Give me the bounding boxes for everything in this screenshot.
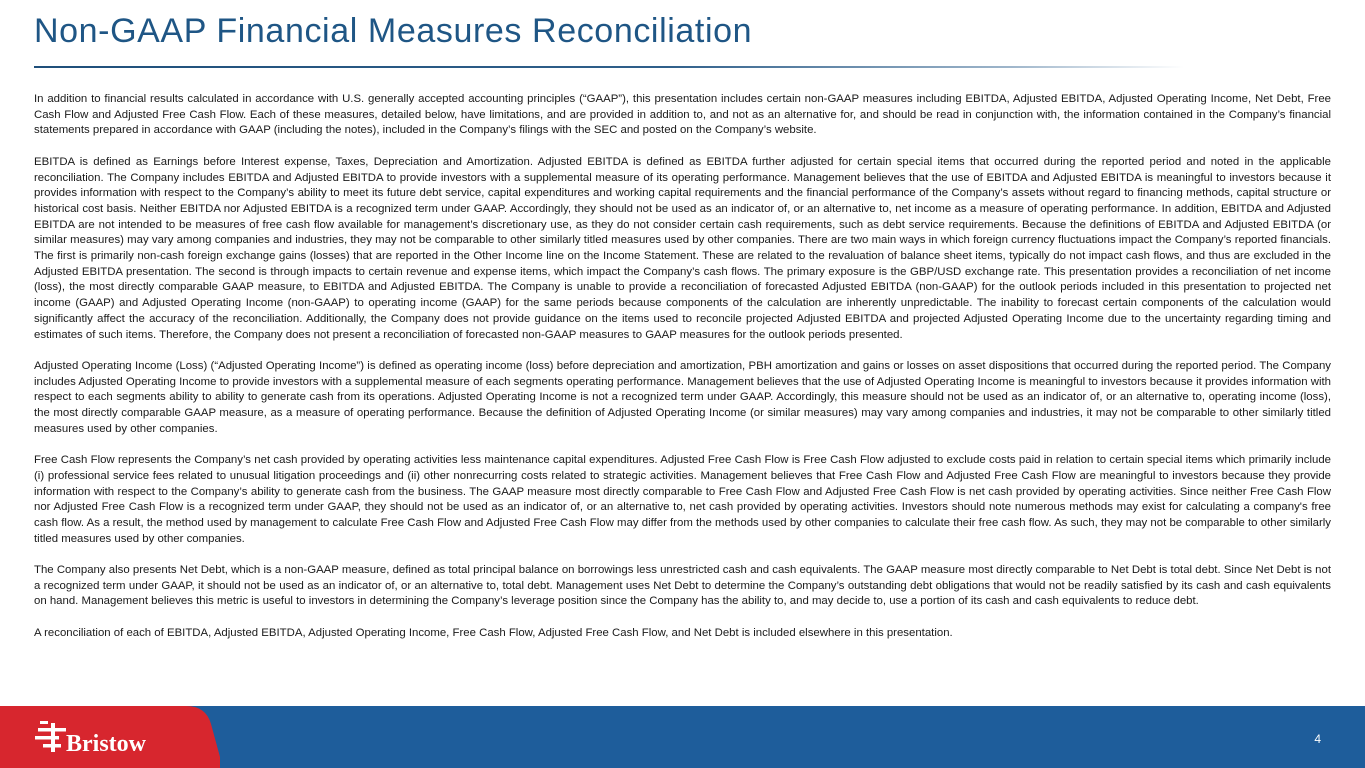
bristow-wordmark: Bristow bbox=[66, 731, 146, 757]
paragraph-reconciliation-note: A reconciliation of each of EBITDA, Adjusted EBITDA, Adjusted Operating Income, Free Cash Flow, Adjusted Free Cash Flow, and Net Debt is included elsewhere in this presentation. bbox=[34, 626, 953, 639]
page-number: 4 bbox=[1314, 732, 1321, 746]
paragraph-net-debt: The Company also presents Net Debt, which is a non-GAAP measure, defined as total principal balance on borrowings less unrestricted cash and cash equivalents. The GAAP measure most directly comparable to Net Debt is total debt. Since Net Debt is not a recognized term under GAAP, it should not be used as an indicator of, or an alternative to, total debt. Management uses Net Debt to determine the Company’s outstanding debt obligations that would not be readily satisfied by its cash and cash equivalents on hand. Management believes this metric is useful to investors in determining the Company’s leverage position since the Company has the ability to, and may decide to, use a portion of its cash and cash equivalents to reduce debt. bbox=[34, 564, 1331, 608]
bristow-logo bbox=[0, 706, 220, 768]
title-divider bbox=[34, 66, 1184, 68]
paragraph-adjusted-operating-income: Adjusted Operating Income (Loss) (“Adjusted Operating Income”) is defined as operating income (loss) before depreciation and amortization, PBH amortization and gains or losses on asset dispositions that occurred during the reported period. The Company includes Adjusted Operating Income to provide investors with a supplemental measure of each segments operating performance. Management believes that the use of Adjusted Operating Income is meaningful to investors because it provides information with respect to each segments ability to ability to generate cash from its operations. Adjusted Operating Income is not a recognized term under GAAP. Accordingly, this measure should not be used as an indicator of, or an alternative to, operating income (loss), the most directly comparable GAAP measure, as a measure of operating performance. Because the definition of Adjusted Operating Income (or similar measures) may vary among companies and industries, it may not be comparable to other similarly titled measures used by other companies. bbox=[34, 359, 1331, 435]
body-text bbox=[34, 92, 1331, 657]
paragraph-ebitda: EBITDA is defined as Earnings before Interest expense, Taxes, Depreciation and Amortization. Adjusted EBITDA is defined as EBITDA further adjusted for certain special items that occurred during the reported period and noted in the applicable reconciliation. The Company includes EBITDA and Adjusted EBITDA to provide investors with a supplemental measure of its operating performance. Management believes that the use of EBITDA and Adjusted EBITDA is meaningful to investors because it provides information with respect to the Company’s ability to meet its future debt service, capital expenditures and working capital requirements and the financial performance of the Company’s assets without regard to financing methods, capital structure or historical cost basis. Neither EBITDA nor Adjusted EBITDA is a recognized term under GAAP. Accordingly, they should not be used as an indicator of, or an alternative to, net income as a measure of operating performance. In addition, EBITDA and Adjusted EBITDA are not intended to be measures of free cash flow available for management’s discretionary use, as they do not consider certain cash requirements, such as debt service requirements. Because the definitions of EBITDA and Adjusted EBITDA (or similar measures) may vary among companies and industries, they may not be comparable to other similarly titled measures used by other companies. There are two main ways in which foreign currency fluctuations impact the Company’s reported financials. The first is primarily non-cash foreign exchange gains (losses) that are reported in the Other Income line on the Income Statement. These are related to the revaluation of balance sheet items, typically do not impact cash flows, and thus are excluded in the Adjusted EBITDA presentation. The second is through impacts to certain revenue and expense items, which impact the Company’s cash flows. The primary exposure is the GBP/USD exchange rate. This presentation provides a reconciliation of net income (loss), the most directly comparable GAAP measure, to EBITDA and Adjusted EBITDA. The Company is unable to provide a reconciliation of forecasted Adjusted EBITDA (non-GAAP) for the outlook periods included in this presentation to projected net income (GAAP) and Adjusted Operating Income (non-GAAP) to operating income (GAAP) for the same periods because components of the calculation are inherently unpredictable. The inability to forecast certain components of the calculation would significantly affect the accuracy of the reconciliation. Additionally, the Company does not provide guidance on the items used to reconcile projected Adjusted EBITDA and projected Adjusted Operating Income due to the uncertainty regarding timing and estimates of such items. Therefore, the Company does not present a reconciliation of forecasted non-GAAP measures to GAAP measures for the outlook periods presented. bbox=[34, 155, 1331, 341]
paragraph-free-cash-flow: Free Cash Flow represents the Company’s net cash provided by operating activities less maintenance capital expenditures. Adjusted Free Cash Flow is Free Cash Flow adjusted to exclude costs paid in relation to certain special items which primarily include (i) professional service fees related to unusual litigation proceedings and (ii) other nonrecurring costs related to strategic activities. Management believes that Free Cash Flow and Adjusted Free Cash Flow are meaningful to investors because they provide information with respect to the Company’s ability to generate cash from the business. The GAAP measure most directly comparable to Free Cash Flow and Adjusted Free Cash Flow is net cash provided by operating activities. Since neither Free Cash Flow nor Adjusted Free Cash Flow is a recognized term under GAAP, they should not be used as an indicator of, or an alternative to, net cash provided by operating activities. Investors should note numerous methods may exist for calculating a company's free cash flow. As a result, the method used by management to calculate Free Cash Flow and Adjusted Free Cash Flow may differ from the methods used by other companies to calculate their free cash flow. As such, they may not be comparable to other similarly titled measures used by other companies. bbox=[34, 454, 1331, 545]
paragraph-intro: In addition to financial results calculated in accordance with U.S. generally accepted accounting principles (“GAAP”), this presentation includes certain non-GAAP measures including EBITDA, Adjusted EBITDA, Adjusted Operating Income, Net Debt, Free Cash Flow and Adjusted Free Cash Flow. Each of these measures, detailed below, have limitations, and are provided in addition to, and not as an alternative for, and should be read in conjunction with, the information contained in the Company’s financial statements prepared in accordance with GAAP (including the notes), included in the Company’s filings with the SEC and posted on the Company’s website. bbox=[34, 93, 1331, 137]
page-title: Non-GAAP Financial Measures Reconciliation bbox=[34, 12, 753, 50]
